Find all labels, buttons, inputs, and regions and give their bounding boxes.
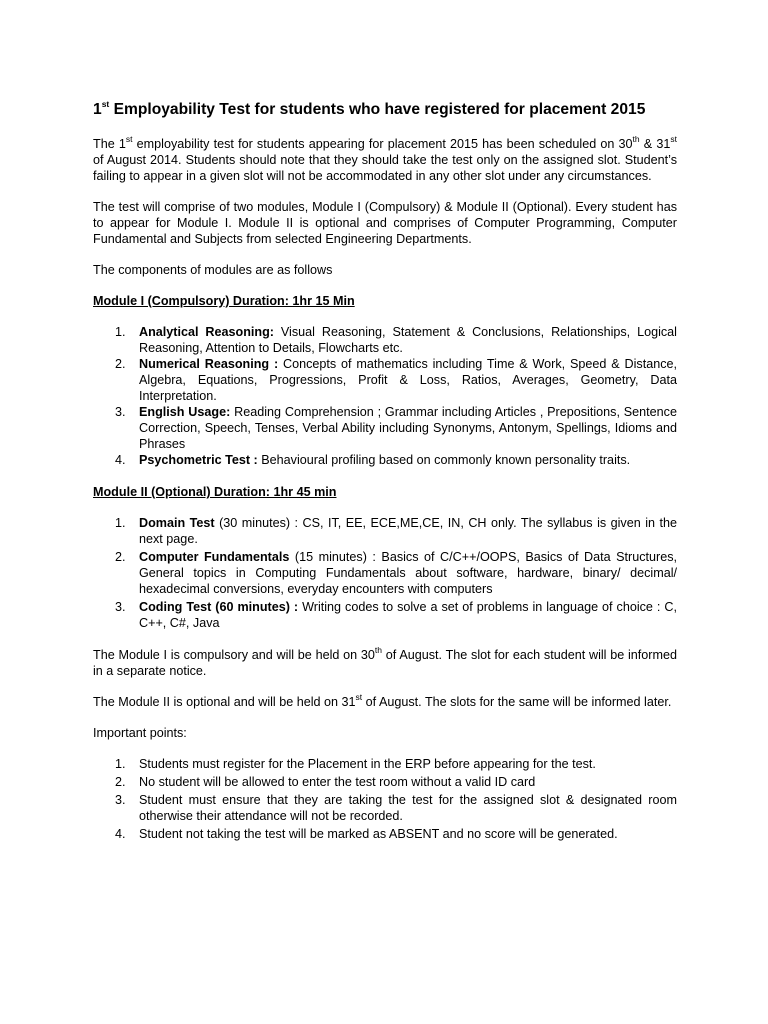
list-item — [93, 356, 677, 404]
note-text-a: The Module II is optional and will be held on 31 — [93, 695, 356, 709]
item-text: Reading Comprehension ; Grammar including Articles , Prepositions, Sentence Correction, Speech, Tenses, Verbal Ability including Synonyms, Antonym, Spellings, Idioms and Phrases — [139, 405, 677, 451]
list-item — [93, 599, 677, 631]
item-text: Writing codes to solve a set of problems in language of choice : C, C++, C#, Java — [139, 600, 677, 630]
item-number: 2. — [115, 775, 126, 789]
module2-heading: Module II (Optional) Duration: 1hr 45 min — [93, 485, 337, 499]
item-label: Numerical Reasoning : — [139, 357, 279, 371]
item-text: Behavioural profiling based on commonly known personality traits. — [257, 453, 631, 467]
important-list — [93, 756, 677, 842]
title-number: 1 — [93, 101, 102, 118]
intro-text-a: The 1 — [93, 137, 126, 151]
intro-sup-1: st — [125, 133, 133, 144]
item-number: 3. — [115, 405, 126, 419]
item-number: 3. — [115, 793, 126, 807]
module1-note — [93, 644, 677, 679]
item-label: Psychometric Test : — [139, 453, 258, 467]
item-text: Concepts of mathematics including Time & Work, Speed & Distance, Algebra, Equations, Progressions, Profit & Loss, Ratios, Averages, Geometry, Data Interpretation. — [139, 357, 678, 403]
intro-text-c: & 31 — [639, 137, 671, 151]
module1-list — [93, 324, 677, 468]
module2-list — [93, 515, 677, 631]
important-heading: Important points: — [93, 726, 187, 740]
module2-note — [93, 691, 677, 710]
list-item — [93, 826, 677, 842]
title-superscript: st — [101, 98, 110, 109]
note-superscript: th — [374, 644, 383, 655]
item-number: 1. — [115, 757, 126, 771]
item-label: Computer Fundamentals — [139, 550, 290, 564]
note-superscript: st — [355, 691, 363, 702]
intro-sup-2: th — [632, 133, 640, 144]
item-text: Students must register for the Placement in the ERP before appearing for the test. — [139, 757, 596, 771]
intro-sup-3: st — [670, 133, 677, 144]
item-number: 2. — [115, 357, 126, 371]
item-number: 1. — [115, 325, 126, 339]
item-number: 3. — [115, 600, 126, 614]
item-number: 4. — [115, 827, 126, 841]
list-item — [93, 515, 677, 547]
item-text: Student not taking the test will be marked as ABSENT and no score will be generated. — [139, 827, 618, 841]
list-item — [93, 404, 677, 452]
item-number: 4. — [115, 453, 126, 467]
note-text-a: The Module I is compulsory and will be held on 30 — [93, 648, 375, 662]
list-item — [93, 792, 677, 824]
item-label: Coding Test (60 minutes) : — [139, 600, 299, 614]
intro-text-b: employability test for students appearing for placement 2015 has been scheduled on 30 — [132, 137, 633, 151]
list-item — [93, 452, 677, 468]
item-text: No student will be allowed to enter the test room without a valid ID card — [139, 775, 536, 789]
page-title — [93, 100, 677, 120]
list-item — [93, 756, 677, 772]
module1-heading: Module I (Compulsory) Duration: 1hr 15 Min — [93, 294, 355, 308]
item-label: English Usage: — [139, 405, 231, 419]
note-text-b: of August. The slot for each student will be informed in a separate notice. — [93, 648, 677, 678]
intro-text-d: of August 2014. Students should note that they should take the test only on the assigned slot. Student’s failing to appear in a given slot will not be accommodated in any other slot under any circumstances. — [93, 153, 677, 183]
list-item — [93, 549, 677, 597]
components-paragraph: The components of modules are as follows — [93, 263, 333, 277]
item-number: 1. — [115, 516, 126, 530]
item-text: Student must ensure that they are taking the test for the assigned slot & designated room otherwise their attendance will not be recorded. — [139, 793, 677, 823]
list-item — [93, 324, 677, 356]
modules-paragraph: The test will comprise of two modules, Module I (Compulsory) & Module II (Optional). Every student has to appear for Module I. Module II is optional and comprises of Computer Programming, Computer Fundamental and Subjects from selected Engineering Departments. — [93, 200, 677, 246]
item-text: (30 minutes) : CS, IT, EE, ECE,ME,CE, IN, CH only. The syllabus is given in the next page. — [139, 516, 677, 546]
document-body — [93, 100, 677, 858]
list-item — [93, 774, 677, 790]
item-number: 2. — [115, 550, 126, 564]
note-text-b: of August. The slots for the same will be informed later. — [362, 695, 672, 709]
item-text: (15 minutes) : Basics of C/C++/OOPS, Basics of Data Structures, General topics in Computing Fundamentals about software, hardware, binary/ decimal/ hexadecimal conversions, everyday encounters with computers — [139, 550, 677, 596]
title-text: Employability Test for students who have registered for placement 2015 — [109, 101, 646, 118]
item-text: Visual Reasoning, Statement & Conclusions, Relationships, Logical Reasoning, Attention to Details, Flowcharts etc. — [139, 325, 677, 355]
item-label: Domain Test — [139, 516, 215, 530]
intro-paragraph — [93, 133, 677, 184]
item-label: Analytical Reasoning: — [139, 325, 274, 339]
